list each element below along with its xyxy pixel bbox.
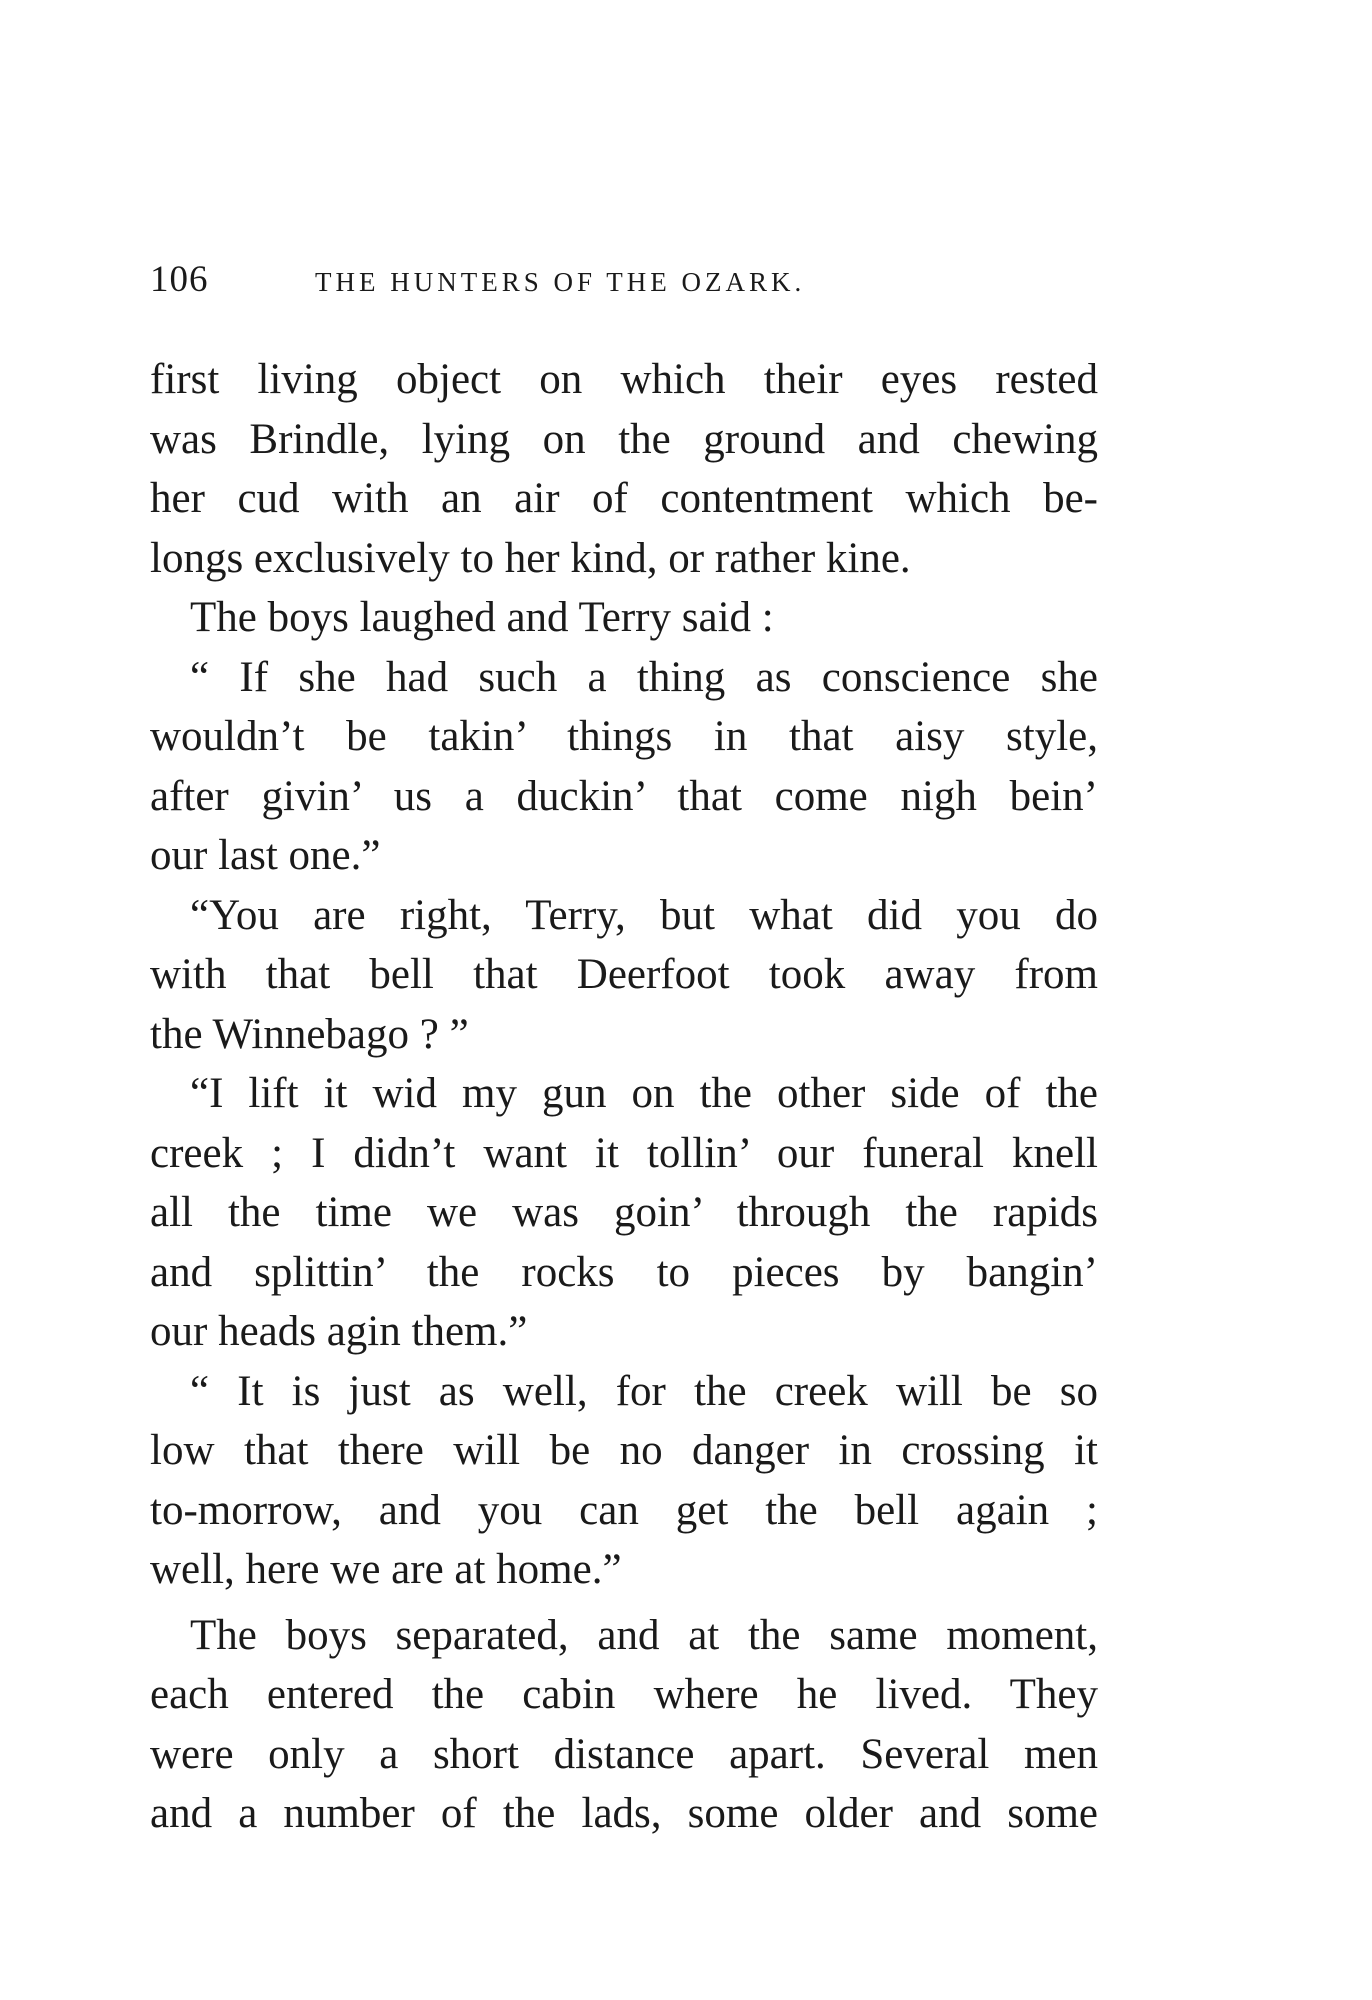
page-header — [150, 258, 1110, 308]
text-line: “ If she had such a thing as conscience she — [190, 653, 1098, 701]
text-line: wouldn’t be takin’ things in that aisy style, — [150, 713, 1098, 760]
text-line: and splittin’ the rocks to pieces by bangin’ — [150, 1248, 1098, 1296]
text-line: after givin’ us a duckin’ that come nigh bein’ — [150, 772, 1098, 820]
text-line: all the time we was goin’ through the rapids — [150, 1189, 1098, 1236]
text-line: “I lift it wid my gun on the other side of the — [190, 1070, 1098, 1117]
text-line: longs exclusively to her kind, or rather kine. — [150, 534, 911, 582]
text-line: The boys laughed and Terry said : — [190, 594, 774, 641]
text-line: and a number of the lads, some older and some — [150, 1790, 1098, 1837]
text-line: was Brindle, lying on the ground and chewing — [150, 415, 1098, 463]
text-line: “You are right, Terry, but what did you do — [190, 891, 1098, 939]
page-number: 106 — [150, 259, 209, 300]
body-text — [150, 350, 1098, 1844]
text-line: well, here we are at home.” — [150, 1546, 622, 1593]
text-line: our last one.” — [150, 832, 381, 879]
text-line: with that bell that Deerfoot took away from — [150, 951, 1098, 998]
text-line: our heads agin them.” — [150, 1308, 528, 1355]
running-title: THE HUNTERS OF THE OZARK. — [315, 267, 806, 297]
text-line: each entered the cabin where he lived. They — [150, 1671, 1098, 1718]
text-line: were only a short distance apart. Several men — [150, 1730, 1098, 1778]
text-line: the Winnebago ? ” — [150, 1010, 469, 1058]
text-line: to-morrow, and you can get the bell again ; — [150, 1486, 1098, 1534]
text-line: her cud with an air of contentment which be- — [150, 475, 1098, 522]
text-line: “ It is just as well, for the creek will be so — [190, 1367, 1098, 1415]
text-line: low that there will be no danger in crossing it — [150, 1427, 1098, 1474]
text-line: The boys separated, and at the same moment, — [190, 1611, 1098, 1659]
text-line: creek ; I didn’t want it tollin’ our funeral knell — [150, 1129, 1098, 1177]
text-line: first living object on which their eyes rested — [150, 356, 1098, 403]
